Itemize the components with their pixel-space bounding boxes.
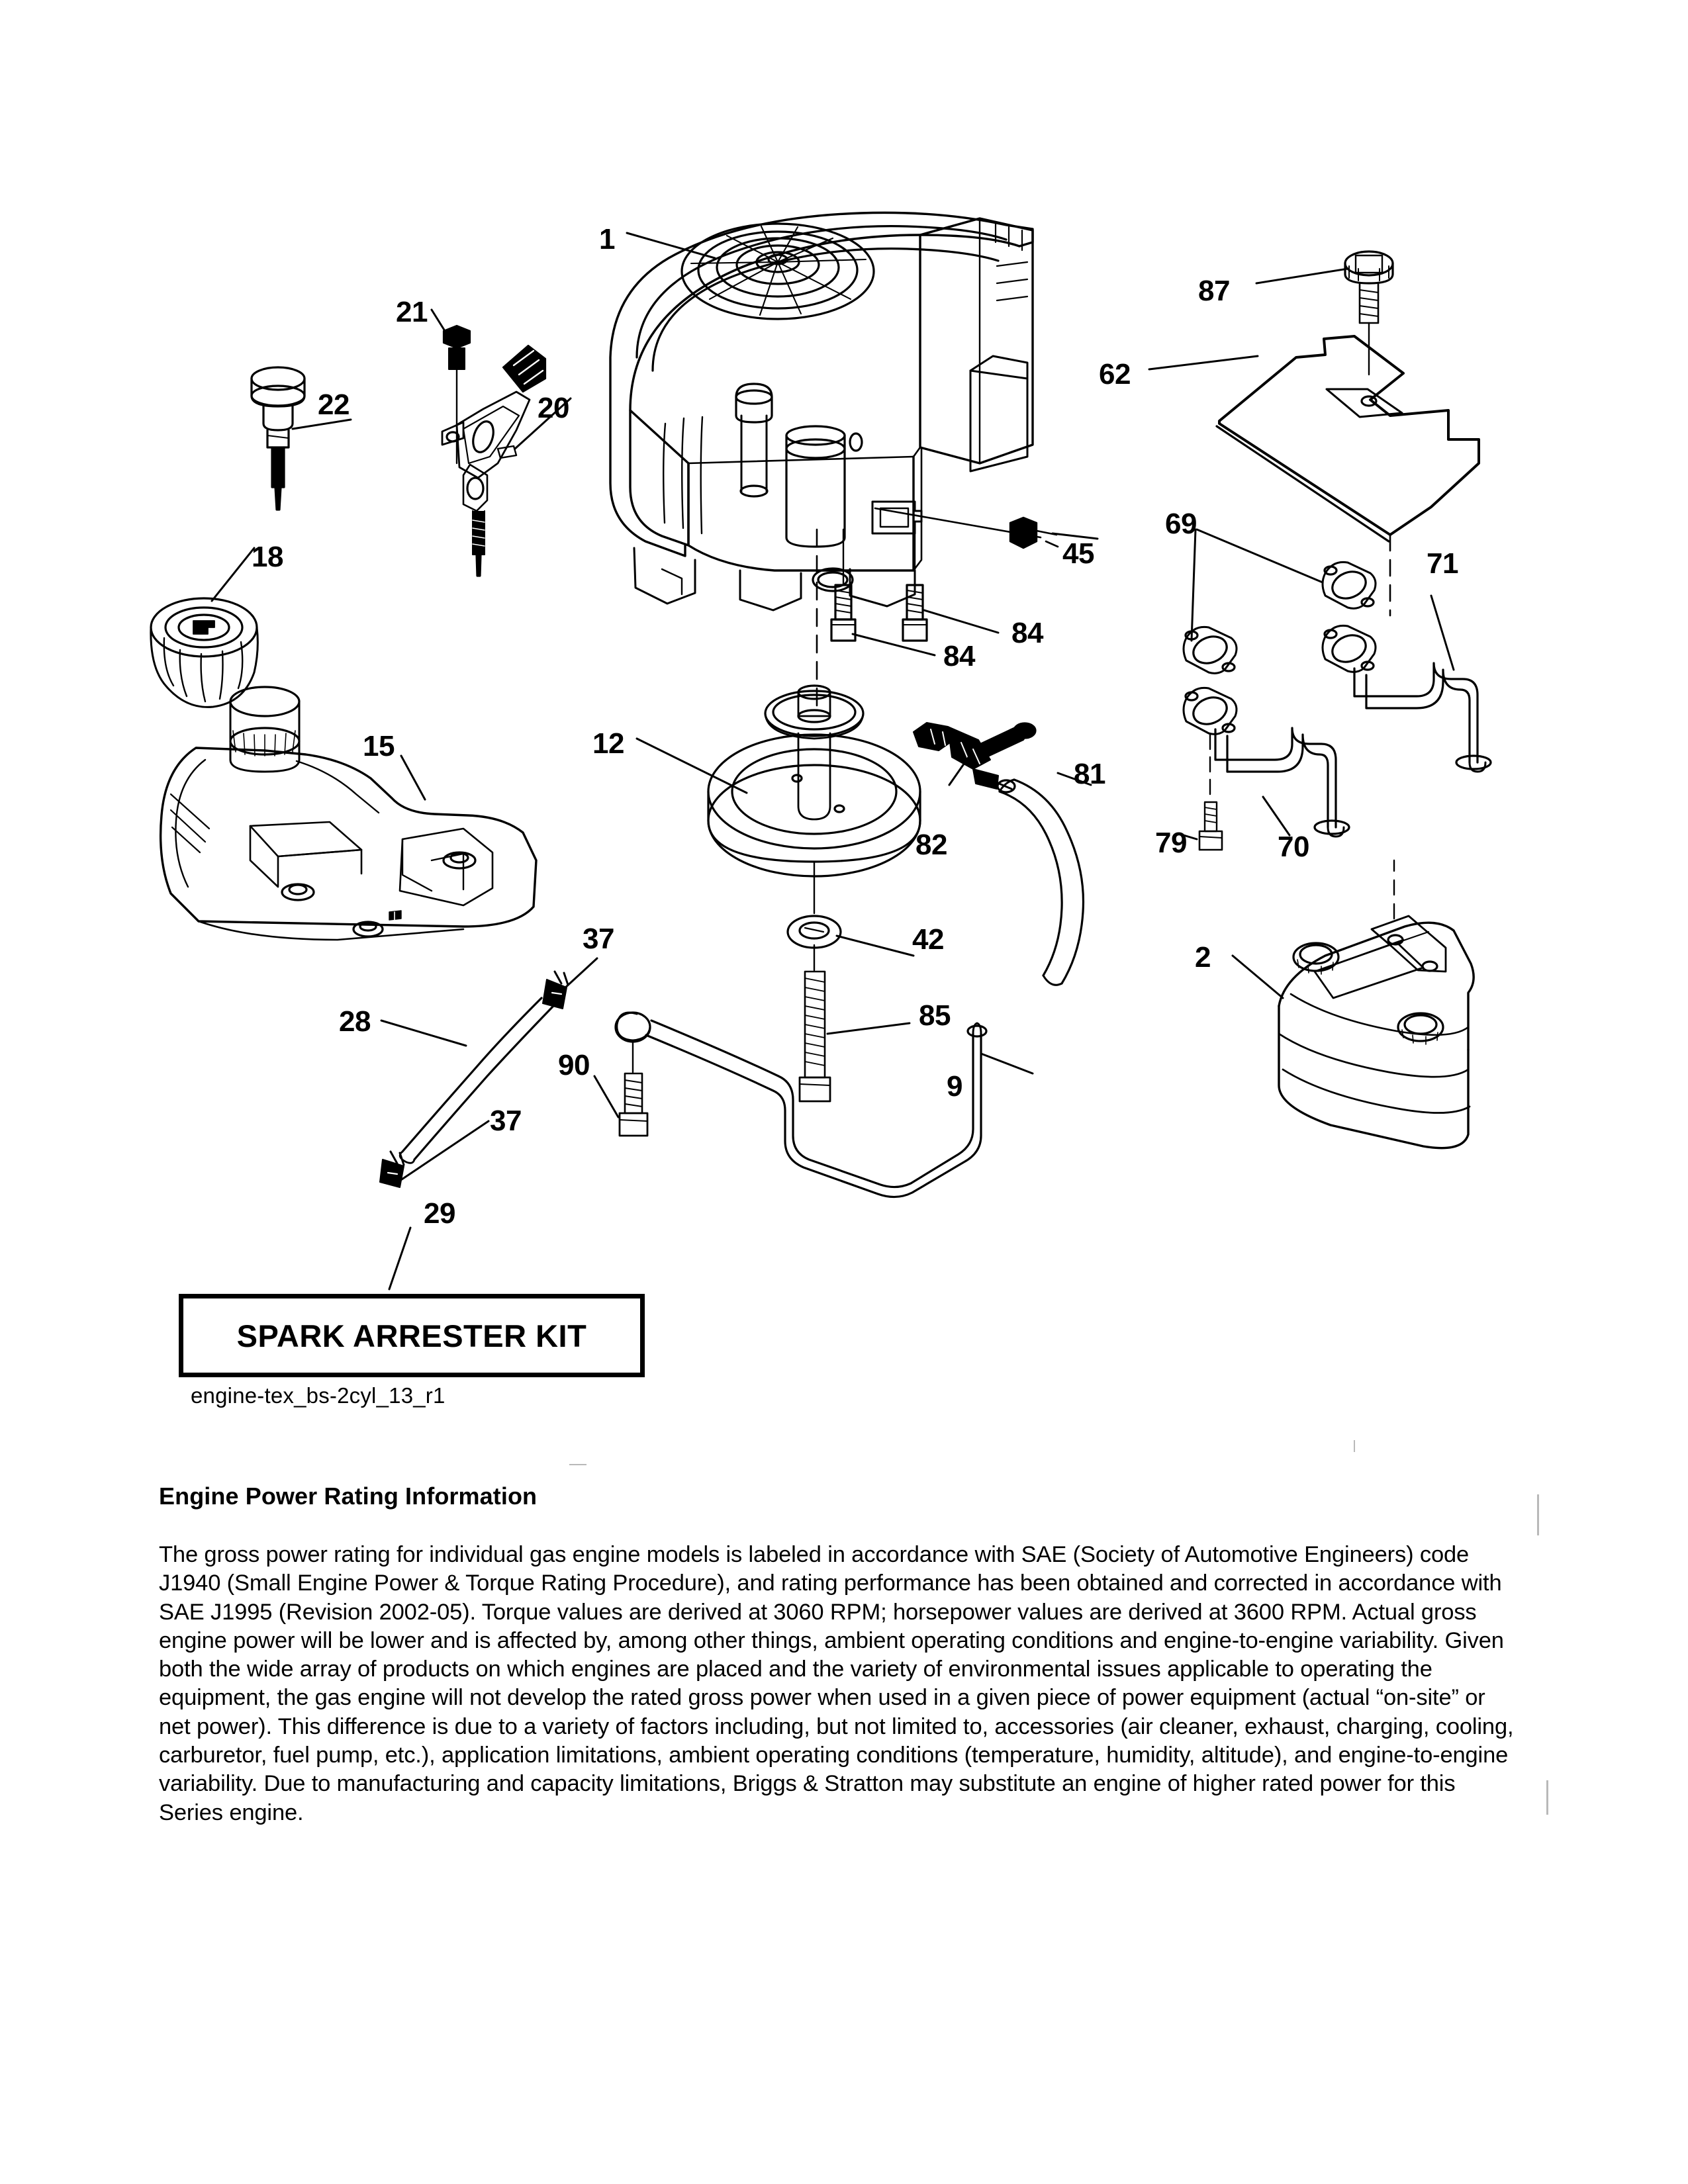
callout-15: 15 <box>363 730 395 762</box>
callout-71: 71 <box>1427 547 1458 580</box>
scan-artifact <box>1546 1780 1548 1815</box>
leader-29 <box>389 1228 410 1289</box>
callout-90: 90 <box>558 1049 590 1081</box>
screw-87-drawing <box>1256 251 1393 375</box>
callout-79: 79 <box>1155 827 1187 859</box>
callout-85: 85 <box>919 999 951 1032</box>
callout-12: 12 <box>592 727 624 760</box>
spark-arrester-kit-label: SPARK ARRESTER KIT <box>236 1318 587 1353</box>
callout-69: 69 <box>1165 508 1197 540</box>
bolts-84-drawing <box>817 529 998 708</box>
callout-37-upper: 37 <box>583 923 614 955</box>
pulley-12-drawing <box>637 686 920 913</box>
callout-42: 42 <box>912 923 944 956</box>
clamp-37-upper <box>543 958 597 1009</box>
callout-87: 87 <box>1198 275 1230 307</box>
fuel-hose-81-drawing <box>1000 773 1091 985</box>
bolt-85-drawing <box>800 945 910 1101</box>
scan-artifact <box>1537 1494 1539 1535</box>
callout-62: 62 <box>1099 358 1131 390</box>
exhaust-pipe-70-drawing <box>1215 728 1349 837</box>
engine-power-rating-body: The gross power rating for individual gas engine models is labeled in accordance with SAE (Society of Automotive Engineers) code J1940 (Small Engine Power & Torque Rating Procedure), and rating performance has been obtained and corrected in accordance with SAE J1995 (Revision 2002-05). Torque values are derived at 3060 RPM; horsepower values are derived at 3600 RPM. Actual gross engine power will be lower and is affected by, among other things, ambient operating conditions and engine-to-engine variability. Given both the wide array of products on which engines are placed and the variety of environmental issues applicable to operating the equipment, the gas engine will not develop the rated gross power when used in a given piece of power equipment (actual “on-site” or net power). This difference is due to a variety of factors including, but not limited to, accessories (air cleaner, exhaust, charging, cooling, carburetor, fuel pump, etc.), application limitations, ambient operating conditions (temperature, humidity, altitude), and engine-to-engine variability. Due to manufacturing and capacity limitations, Briggs & Stratton may substitute an engine of higher rated power for this Series engine. <box>159 1542 1514 1825</box>
clamp-37-lower <box>380 1121 489 1187</box>
bolt-90-drawing <box>594 1042 647 1136</box>
callout-21: 21 <box>396 296 428 328</box>
engine-assembly-drawing <box>610 212 1041 610</box>
muffler-2-drawing <box>1233 860 1474 1148</box>
callout-84-left: 84 <box>943 640 975 672</box>
callout-84-right: 84 <box>1011 617 1043 649</box>
washer-42-drawing <box>788 916 914 956</box>
fuel-tank-15-drawing <box>161 687 536 940</box>
callout-81: 81 <box>1074 758 1105 790</box>
scan-artifact <box>569 1464 586 1465</box>
scan-artifact <box>1354 1440 1355 1452</box>
callout-82: 82 <box>915 829 947 861</box>
callout-22: 22 <box>318 388 350 421</box>
callout-37-lower: 37 <box>490 1105 522 1137</box>
callout-45: 45 <box>1062 537 1094 570</box>
engine-power-rating-section <box>159 1482 1542 1827</box>
throttle-bracket-20-drawing <box>442 345 571 576</box>
engine-power-rating-heading: Engine Power Rating Information <box>159 1482 538 1510</box>
spark-arrester-kit-box <box>179 1294 645 1377</box>
callout-29: 29 <box>424 1197 455 1230</box>
callout-70: 70 <box>1278 831 1309 863</box>
callout-18: 18 <box>252 541 283 573</box>
gaskets-69-drawing <box>1184 529 1376 734</box>
diagram-filename: engine-tex_bs-2cyl_13_r1 <box>191 1383 445 1408</box>
callout-28: 28 <box>339 1005 371 1038</box>
callout-9: 9 <box>947 1070 962 1103</box>
callout-20: 20 <box>538 392 569 424</box>
fuel-cap-18-drawing <box>151 548 258 707</box>
callout-1: 1 <box>599 223 615 255</box>
callout-2: 2 <box>1195 941 1211 974</box>
exhaust-pipe-71-drawing <box>1354 596 1491 772</box>
